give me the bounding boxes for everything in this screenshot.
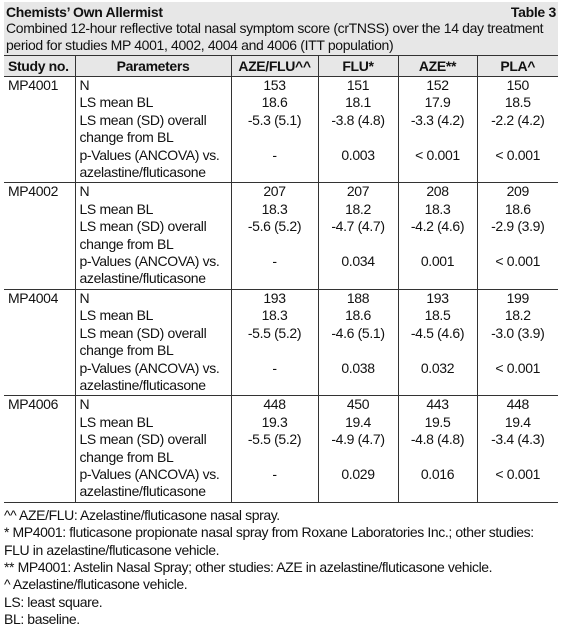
value-cell-flu: 18.1 xyxy=(318,94,398,111)
value-cell-aze-flu: -5.3 (5.1) xyxy=(231,112,318,147)
study-number-cell: MP4006 xyxy=(4,396,75,414)
value-cell-aze-flu: - xyxy=(231,253,318,289)
column-header-aze-flu: AZE/FLU^^ xyxy=(231,56,318,77)
value-cell-pla: -3.0 (3.9) xyxy=(477,325,558,360)
value-cell-aze-flu: - xyxy=(231,147,318,183)
parameter-cell: p-Values (ANCOVA) vs. azelastine/fluticasone xyxy=(75,253,231,289)
column-header-study: Study no. xyxy=(4,56,75,77)
value-cell-flu: 19.4 xyxy=(318,414,398,431)
table-row-n-row xyxy=(4,77,558,95)
parameter-cell: N xyxy=(75,289,231,307)
parameter-cell: LS mean (SD) overall change from BL xyxy=(75,431,231,466)
value-cell-aze-flu: -5.5 (5.2) xyxy=(231,325,318,360)
parameter-cell: p-Values (ANCOVA) vs. azelastine/fluticasone xyxy=(75,360,231,396)
column-header-parameters: Parameters xyxy=(75,56,231,77)
value-cell-pla: 18.2 xyxy=(477,307,558,324)
value-cell-aze-flu: 153 xyxy=(231,77,318,95)
value-cell-flu: 0.038 xyxy=(318,360,398,396)
value-cell-pla: < 0.001 xyxy=(477,253,558,289)
study-number-cell: MP4002 xyxy=(4,183,75,201)
table-row-n-row xyxy=(4,183,558,201)
value-cell-pla: 18.6 xyxy=(477,201,558,218)
value-cell-pla: 448 xyxy=(477,396,558,414)
value-cell-flu: 450 xyxy=(318,396,398,414)
footnote-line: ** MP4001: Astelin Nasal Spray; other studies: AZE in azelastine/fluticasone vehicle. xyxy=(4,558,493,575)
value-cell-pla: 150 xyxy=(477,77,558,95)
value-cell-aze: 0.001 xyxy=(398,253,477,289)
value-cell-aze: 19.5 xyxy=(398,414,477,431)
table-row-n-row xyxy=(4,289,558,307)
value-cell-aze: 17.9 xyxy=(398,94,477,111)
study-number-empty-cell xyxy=(4,307,75,324)
footnote-line: LS: least square. xyxy=(4,593,103,610)
footnote-line: BL: baseline. xyxy=(4,611,80,628)
parameter-cell: LS mean BL xyxy=(75,307,231,324)
study-number-empty-cell xyxy=(4,325,75,360)
column-header-aze: AZE** xyxy=(398,56,477,77)
value-cell-aze-flu: -5.6 (5.2) xyxy=(231,218,318,253)
study-number-empty-cell xyxy=(4,94,75,111)
value-cell-pla: < 0.001 xyxy=(477,466,558,502)
value-cell-pla: < 0.001 xyxy=(477,360,558,396)
value-cell-flu: 0.034 xyxy=(318,253,398,289)
value-cell-flu: 0.003 xyxy=(318,147,398,183)
value-cell-flu: 18.2 xyxy=(318,201,398,218)
value-cell-aze-flu: 448 xyxy=(231,396,318,414)
table-header-band xyxy=(4,2,558,55)
value-cell-flu: 188 xyxy=(318,289,398,307)
parameter-cell: LS mean BL xyxy=(75,414,231,431)
value-cell-flu: -4.6 (5.1) xyxy=(318,325,398,360)
parameter-cell: N xyxy=(75,77,231,95)
table-row-ls-mean-bl-row xyxy=(4,201,558,218)
value-cell-aze-flu: - xyxy=(231,360,318,396)
value-cell-aze: 208 xyxy=(398,183,477,201)
value-cell-aze-flu: 193 xyxy=(231,289,318,307)
value-cell-aze: 0.016 xyxy=(398,466,477,502)
parameter-cell: N xyxy=(75,396,231,414)
study-number-empty-cell xyxy=(4,201,75,218)
value-cell-aze-flu: 207 xyxy=(231,183,318,201)
study-group-mp4001 xyxy=(4,77,558,183)
title-row xyxy=(6,4,556,20)
study-number-cell: MP4004 xyxy=(4,289,75,307)
parameter-cell: LS mean (SD) overall change from BL xyxy=(75,325,231,360)
value-cell-aze: -4.5 (4.6) xyxy=(398,325,477,360)
study-group-mp4006 xyxy=(4,396,558,502)
value-cell-flu: 151 xyxy=(318,77,398,95)
value-cell-aze-flu: - xyxy=(231,466,318,502)
value-cell-aze: 193 xyxy=(398,289,477,307)
parameter-cell: LS mean (SD) overall change from BL xyxy=(75,218,231,253)
table-row-ls-mean-change-row xyxy=(4,431,558,466)
table-row-ls-mean-change-row xyxy=(4,325,558,360)
value-cell-aze-flu: 19.3 xyxy=(231,414,318,431)
parameter-cell: p-Values (ANCOVA) vs. azelastine/fluticasone xyxy=(75,147,231,183)
value-cell-aze-flu: 18.3 xyxy=(231,307,318,324)
table-caption: Combined 12-hour reflective total nasal symptom score (crTNSS) over the 14 day treatment period for studies MP 4001, 4002, 4004 and 4006 (ITT population) xyxy=(6,20,544,53)
value-cell-flu: -3.8 (4.8) xyxy=(318,112,398,147)
value-cell-aze: 152 xyxy=(398,77,477,95)
value-cell-aze: 18.3 xyxy=(398,201,477,218)
value-cell-aze-flu: 18.3 xyxy=(231,201,318,218)
value-cell-flu: 18.6 xyxy=(318,307,398,324)
parameter-cell: LS mean BL xyxy=(75,201,231,218)
footnote-line: ^ Azelastine/fluticasone vehicle. xyxy=(4,576,188,593)
table-number-label: Table 3 xyxy=(510,4,556,20)
value-cell-flu: -4.7 (4.7) xyxy=(318,218,398,253)
study-number-empty-cell xyxy=(4,147,75,183)
study-number-empty-cell xyxy=(4,112,75,147)
study-group-mp4004 xyxy=(4,289,558,395)
value-cell-pla: 209 xyxy=(477,183,558,201)
value-cell-pla: -2.2 (4.2) xyxy=(477,112,558,147)
value-cell-aze: 18.5 xyxy=(398,307,477,324)
value-cell-pla: < 0.001 xyxy=(477,147,558,183)
table-row-p-value-row xyxy=(4,466,558,502)
value-cell-aze: -4.2 (4.6) xyxy=(398,218,477,253)
study-number-empty-cell xyxy=(4,431,75,466)
table-row-n-row xyxy=(4,396,558,414)
value-cell-flu: -4.9 (4.7) xyxy=(318,431,398,466)
value-cell-pla: 18.5 xyxy=(477,94,558,111)
value-cell-flu: 207 xyxy=(318,183,398,201)
table-row-ls-mean-bl-row xyxy=(4,414,558,431)
table-row-p-value-row xyxy=(4,147,558,183)
parameter-cell: LS mean (SD) overall change from BL xyxy=(75,112,231,147)
value-cell-aze: 0.032 xyxy=(398,360,477,396)
value-cell-pla: -2.9 (3.9) xyxy=(477,218,558,253)
study-number-cell: MP4001 xyxy=(8,77,59,93)
footnote-line: ^^ AZE/FLU: Azelastine/fluticasone nasal spray. xyxy=(4,506,280,523)
value-cell-pla: 19.4 xyxy=(477,414,558,431)
crtnss-results-table xyxy=(4,55,558,503)
table-row-p-value-row xyxy=(4,253,558,289)
column-header-flu: FLU* xyxy=(318,56,398,77)
study-number-empty-cell xyxy=(4,218,75,253)
column-header-pla: PLA^ xyxy=(477,56,558,77)
study-group-mp4002 xyxy=(4,183,558,289)
value-cell-aze: -4.8 (4.8) xyxy=(398,431,477,466)
parameter-cell: N xyxy=(75,183,231,201)
value-cell-aze-flu: -5.5 (5.2) xyxy=(231,431,318,466)
table-row-ls-mean-bl-row xyxy=(4,94,558,111)
study-number-empty-cell xyxy=(4,414,75,431)
value-cell-aze: -3.3 (4.2) xyxy=(398,112,477,147)
table-row-ls-mean-change-row xyxy=(4,112,558,147)
value-cell-pla: 199 xyxy=(477,289,558,307)
value-cell-pla: -3.4 (4.3) xyxy=(477,431,558,466)
parameter-cell: LS mean BL xyxy=(75,94,231,111)
study-number-empty-cell xyxy=(4,253,75,289)
value-cell-aze: 443 xyxy=(398,396,477,414)
table-row-ls-mean-change-row xyxy=(4,218,558,253)
study-number-empty-cell xyxy=(4,360,75,396)
value-cell-aze: < 0.001 xyxy=(398,147,477,183)
table-row-p-value-row xyxy=(4,360,558,396)
parameter-cell: p-Values (ANCOVA) vs. azelastine/fluticasone xyxy=(75,466,231,502)
value-cell-flu: 0.029 xyxy=(318,466,398,502)
table-footnotes xyxy=(4,503,558,629)
study-number-empty-cell xyxy=(4,466,75,502)
footnote-line: * MP4001: fluticasone propionate nasal spray from Roxane Laboratories Inc.; other studies: FLU in azelastine/fluticasone vehicle. xyxy=(4,524,534,558)
document-title: Chemists’ Own Allermist xyxy=(6,4,163,20)
table-header-row xyxy=(4,56,558,77)
table-row-ls-mean-bl-row xyxy=(4,307,558,324)
value-cell-aze-flu: 18.6 xyxy=(231,94,318,111)
